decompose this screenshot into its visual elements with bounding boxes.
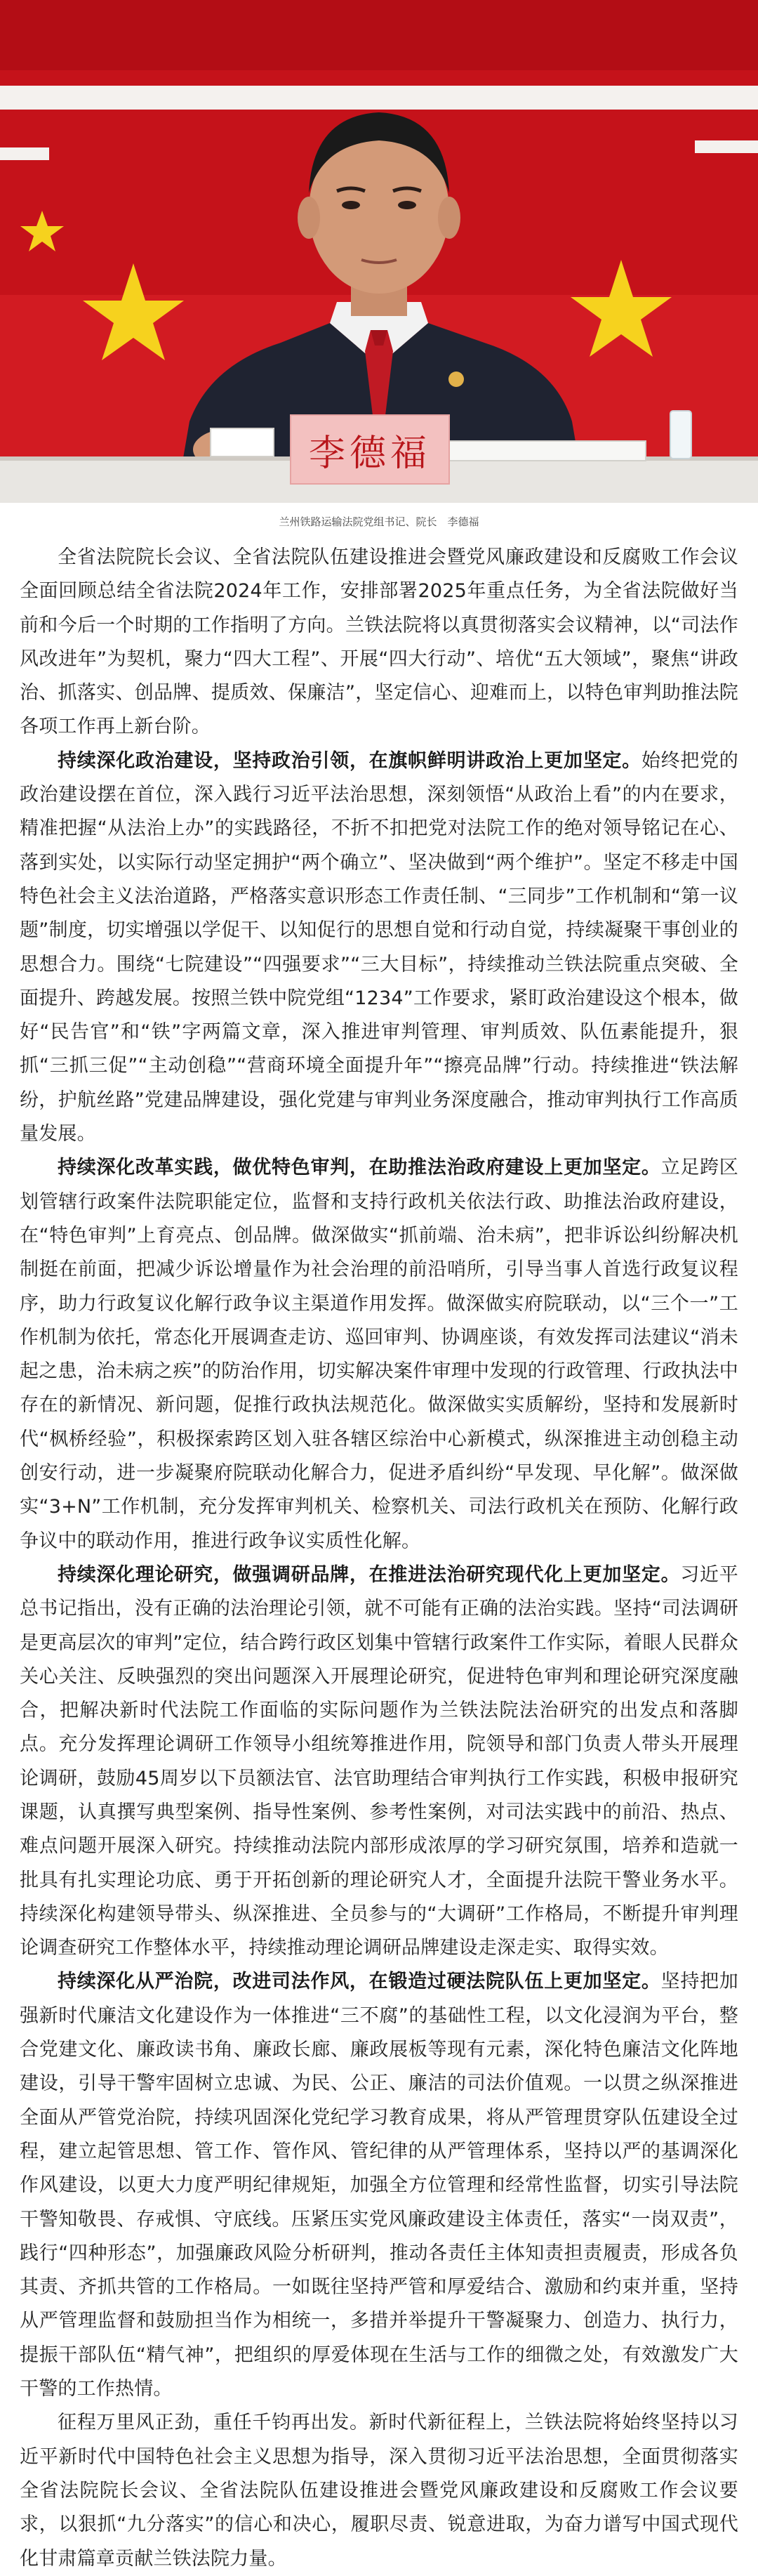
paragraph-text: 全省法院院长会议、全省法院队伍建设推进会暨党风廉政建设和反腐败工作会议全面回顾总结全省法院2024年工作，安排部署2025年重点任务，为全省法院做好当前和今后一个时期的工作指明了方向。兰铁法院将以真贯彻落实会议精神，以“司法作风改进年”为契机，聚力“四大工程”、开展“四大行动”、培优“五大领域”，聚焦“讲政治、抓落实、创品牌、提质效、保廉洁”，坚定信心、迎难而上，以特色审判助推法院各项工作再上新台阶。: [20, 546, 738, 738]
paragraph-lead: 持续深化改革实践，做优特色审判，在助推法治政府建设上更加坚定。: [58, 1157, 661, 1179]
paragraph-text: 征程万里风正劲，重任千钧再出发。新时代新征程上，兰铁法院将始终坚持以习近平新时代中国特色社会主义思想为指导，深入贯彻习近平法治思想，全面贯彻落实全省法院院长会议、全省法院队伍建设推进会暨党风廉政建设和反腐败工作会议要求，以狠抓“九分落实”的信心和决心，履职尽责、锐意进取，为奋力谱写中国式现代化甘肃篇章贡献兰铁法院力量。: [20, 2412, 738, 2570]
paragraph: [20, 1965, 738, 2406]
paragraph-lead: 持续深化从严治院，改进司法作风，在锻造过硬法院队伍上更加坚定。: [58, 1971, 661, 1993]
paragraph: [20, 1151, 738, 1558]
photo-caption: 兰州铁路运输法院党组书记、院长 李德福: [279, 515, 479, 528]
paragraph-text: 习近平总书记指出，没有正确的法治理论引领，就不可能有正确的法治实践。坚持“司法调研是更高层次的审判”定位，结合跨行政区划集中管辖行政案件工作实际，着眼人民群众关心关注、反映强烈的突出问题深入开展理论研究，促进特色审判和理论研究深度融合，把解决新时代法院工作面临的实际问题作为兰铁法院法治研究的出发点和落脚点。充分发挥理论调研工作领导小组统筹推进作用，院领导和部门负责人带头开展理论调研，鼓励45周岁以下员额法官、法官助理结合审判执行工作实践，积极申报研究课题，认真撰写典型案例、指导性案例、参考性案例，对司法实践中的前沿、热点、难点问题开展深入研究。持续推动法院内部形成浓厚的学习研究氛围，培养和造就一批具有扎实理论功底、勇于开拓创新的理论研究人才，全面提升法院干警业务水平。持续深化构建领导带头、纵深推进、全员参与的“大调研”工作格局，不断提升审判理论调查研究工作整体水平，持续推动理论调研品牌建设走深走实、取得实效。: [20, 1563, 738, 1959]
paragraph: [20, 1558, 738, 1966]
paragraph: [20, 744, 738, 1152]
portrait-photo: [0, 0, 758, 503]
nameplate: 李德福: [290, 414, 450, 485]
paragraph: [20, 541, 738, 744]
paragraph-lead: 持续深化理论研究，做强调研品牌，在推进法治研究现代化上更加坚定。: [58, 1563, 681, 1586]
paragraph-lead: 持续深化政治建设，坚持政治引领，在旗帜鲜明讲政治上更加坚定。: [58, 749, 641, 772]
paragraph-text: 始终把党的政治建设摆在首位，深入践行习近平法治思想，深刻领悟“从政治上看”的内在要求，精准把握“从法治上办”的实践路径，不折不扣把党对法院工作的绝对领导铭记在心、落到实处，以实际行动坚定拥护“两个确立”、坚决做到“两个维护”。坚定不移走中国特色社会主义法治道路，严格落实意识形态工作责任制、“三同步”工作机制和“第一议题”制度，切实增强以学促干、以知促行的思想自觉和行动自觉，持续凝聚干事创业的思想合力。围绕“七院建设”“四强要求”“三大目标”，持续推动兰铁法院重点突破、全面提升、跨越发展。按照兰铁中院党组“1234”工作要求，紧盯政治建设这个根本，做好“民告官”和“铁”字两篇文章，深入推进审判管理、审判质效、队伍素能提升，狠抓“三抓三促”“主动创稳”“营商环境全面提升年”“擦亮品牌”行动。持续推进“铁法解纷，护航丝路”党建品牌建设，强化党建与审判业务深度融合，推动审判执行工作高质量发展。: [20, 749, 739, 1145]
article-body: [0, 530, 758, 2576]
paragraph-text: 坚持把加强新时代廉洁文化建设作为一体推进“三不腐”的基础性工程，以文化浸润为平台，整合党建文化、廉政读书角、廉政长廊、廉政展板等现有元素，深化特色廉洁文化阵地建设，引导干警牢固树立忠诚、为民、公正、廉洁的司法价值观。一以贯之纵深推进全面从严管党治院，持续巩固深化党纪学习教育成果，将从严管理贯穿队伍建设全过程，建立起管思想、管工作、管作风、管纪律的从严管理体系，坚持以严的基调深化作风建设，以更大力度严明纪律规矩，加强全方位管理和经常性监督，切实引导法院干警知敬畏、存戒惧、守底线。压紧压实党风廉政建设主体责任，落实“一岗双责”，践行“四种形态”，加强廉政风险分析研判，推动各责任主体知责担责履责，形成各负其责、齐抓共管的工作格局。一如既往坚持严管和厚爱结合、激励和约束并重，坚持从严管理监督和鼓励担当作为相统一，多措并举提升干警凝聚力、创造力、执行力，提振干部队伍“精气神”，把组织的厚爱体现在生活与工作的细微之处，有效激发广大干警的工作热情。: [20, 1971, 738, 2400]
paragraph-text: 立足跨区划管辖行政案件法院职能定位，监督和支持行政机关依法行政、助推法治政府建设，在“特色审判”上育亮点、创品牌。做深做实“抓前端、治未病”，把非诉讼纠纷解决机制挺在前面，把减少诉讼增量作为社会治理的前沿哨所，引导当事人首选行政复议程序，助力行政复议化解行政争议主渠道作用发挥。做深做实府院联动，以“三个一”工作机制为依托，常态化开展调查走访、巡回审判、协调座谈，有效发挥司法建议“消未起之患，治未病之疾”的防治作用，切实解决案件审理中发现的行政管理、行政执法中存在的新情况、新问题，促推行政执法规范化。做深做实实质解纷，坚持和发展新时代“枫桥经验”，积极探索跨区划入驻各辖区综治中心新模式，纵深推进主动创稳主动创安行动，进一步凝聚府院联动化解合力，促进矛盾纠纷“早发现、早化解”。做深做实“3+N”工作机制，充分发挥审判机关、检察机关、司法行政机关在预防、化解行政争议中的联动作用，推进行政争议实质性化解。: [20, 1157, 738, 1552]
paragraph: [20, 2406, 738, 2575]
